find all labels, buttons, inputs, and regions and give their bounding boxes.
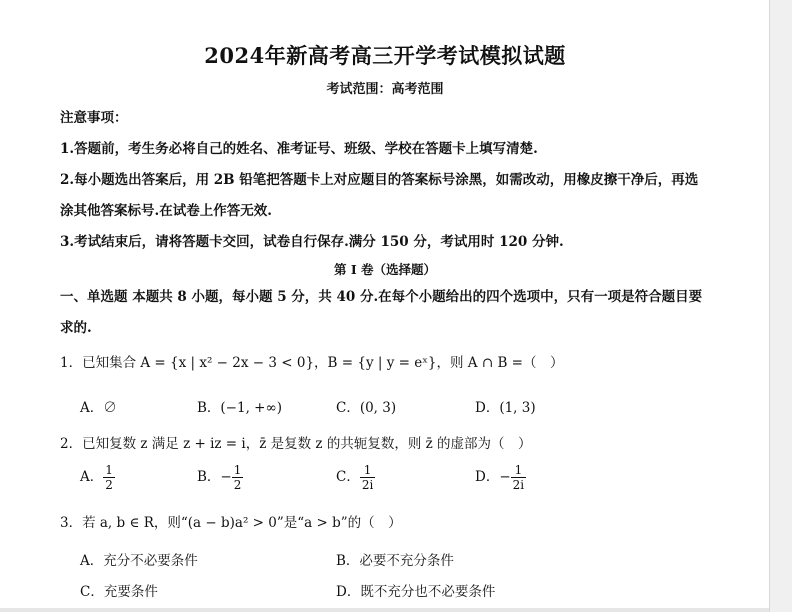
- notice-heading: 注意事项：: [60, 110, 128, 126]
- question-2-option-a-label: A．: [80, 469, 104, 485]
- fraction-numerator: 1: [511, 463, 526, 478]
- fraction: [360, 463, 375, 492]
- fraction-numerator: 1: [233, 463, 242, 477]
- fraction-numerator: 1: [360, 463, 375, 478]
- notice-item-3: 3.考试结束后，请将答题卡交回，试卷自行保存.满分 150 分，考试用时 120 分钟.: [60, 234, 564, 250]
- vertical-scrollbar[interactable]: [769, 0, 792, 612]
- fraction-denominator: 2: [233, 478, 242, 492]
- question-3-option-a: A．充分不必要条件: [80, 553, 198, 569]
- question-2-option-b: [197, 463, 243, 492]
- question-1-option-d: D．(1, 3): [475, 400, 536, 416]
- notice-item-1: 1.答题前，考生务必将自己的姓名、准考证号、班级、学校在答题卡上填写清楚.: [60, 141, 538, 157]
- notice-item-2-line-2: 涂其他答案标号.在试卷上作答无效.: [60, 203, 272, 219]
- volume-heading: 第 I 卷（选择题）: [333, 262, 437, 277]
- question-3-option-d: D．既不充分也不必要条件: [336, 584, 496, 600]
- fraction-denominator: 2i: [361, 478, 374, 492]
- question-1-option-a: A．∅: [80, 400, 117, 416]
- fraction-denominator: 2: [105, 478, 113, 492]
- question-2-option-a: [80, 463, 115, 492]
- question-3-option-b: B．必要不充分条件: [336, 553, 454, 569]
- fraction-denominator: 2i: [512, 478, 525, 492]
- section-1-instructions-line-2: 求的.: [60, 320, 92, 336]
- question-1-option-c: C．(0, 3): [336, 400, 397, 416]
- question-2-option-c-label: C．: [336, 469, 360, 485]
- page-title: 2024年新高考高三开学考试模拟试题: [204, 43, 566, 68]
- question-3-option-c: C．充要条件: [80, 584, 158, 600]
- question-3-stem: 3．若 a, b ∈ R，则“(a − b)a² > 0”是“a > b”的（ ）: [60, 515, 402, 531]
- section-1-instructions-line-1: 一、单选题 本题共 8 小题，每小题 5 分，共 40 分.在每个小题给出的四个选项中，只有一项是符合题目要: [60, 289, 703, 305]
- fraction: [103, 463, 115, 492]
- exam-scope: 考试范围：高考范围: [326, 82, 444, 97]
- fraction: [511, 463, 526, 492]
- horizontal-scrollbar[interactable]: [0, 608, 770, 612]
- question-1-option-b: B．(−1, +∞): [197, 400, 282, 416]
- question-2-stem: 2．已知复数 z 满足 z + iz = i，z̄ 是复数 z 的共轭复数，则 z̄ 的虚部为（ ）: [60, 436, 532, 452]
- question-2-option-d: [475, 463, 526, 492]
- question-2-option-b-label: B．−: [197, 469, 232, 485]
- notice-item-2-line-1: 2.每小题选出答案后，用 2B 铅笔把答题卡上对应题目的答案标号涂黑，如需改动，用橡皮擦干净后，再选: [60, 172, 699, 188]
- question-1-stem: 1．已知集合 A = {x | x² − 2x − 3 < 0}，B = {y | y = eˣ}，则 A ∩ B =（ ）: [60, 355, 564, 371]
- question-2-option-c: [336, 463, 375, 492]
- fraction-numerator: 1: [105, 463, 113, 477]
- fraction: [232, 463, 244, 492]
- question-2-option-d-label: D．−: [475, 469, 511, 485]
